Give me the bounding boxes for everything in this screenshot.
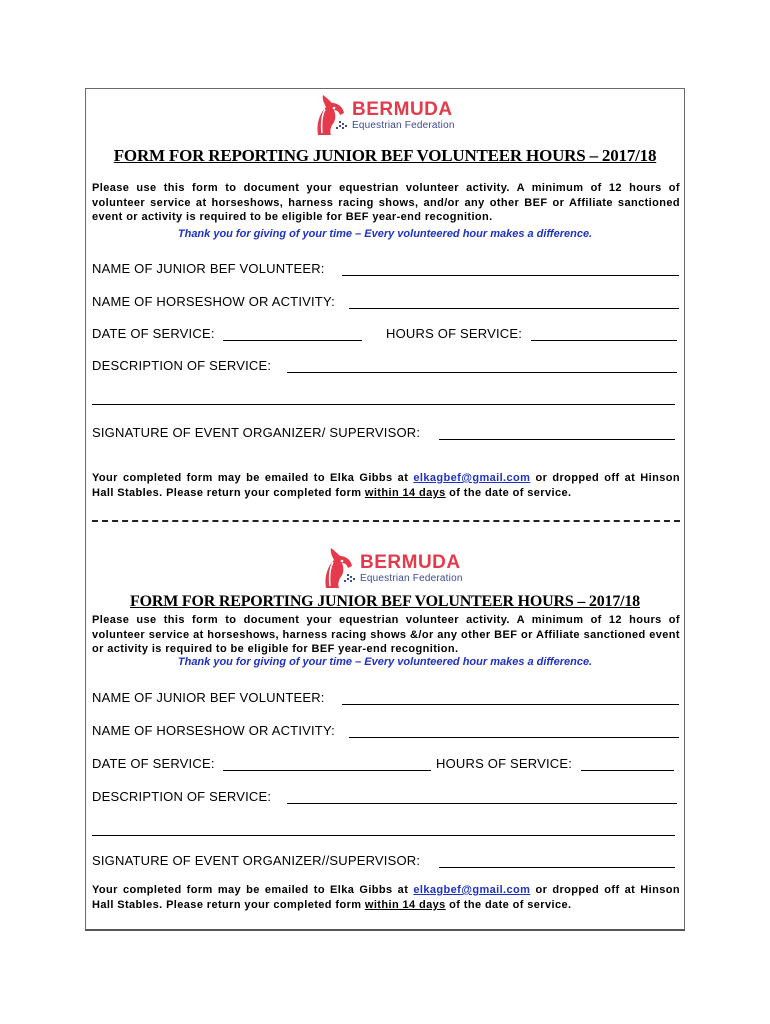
thanks-text: Thank you for giving of your time – Every volunteered hour makes a difference. xyxy=(177,228,593,240)
date-field[interactable] xyxy=(223,340,362,341)
hours-label-2: HOURS OF SERVICE: xyxy=(436,756,573,771)
volunteer-name-label-2: NAME OF JUNIOR BEF VOLUNTEER: xyxy=(92,690,325,705)
footer-suffix: of the date of service. xyxy=(445,899,572,911)
footer-suffix: of the date of service. xyxy=(445,487,572,499)
signature-field-2[interactable] xyxy=(439,867,675,868)
footer-deadline: within 14 days xyxy=(364,487,446,499)
cut-line xyxy=(92,520,680,522)
footer-prefix: Your completed form may be emailed to Elka Gibbs at xyxy=(92,884,414,896)
signature-field[interactable] xyxy=(439,439,675,440)
description-field-line-2b[interactable] xyxy=(92,835,675,836)
bef-logo-2 xyxy=(320,546,463,590)
hours-label: HOURS OF SERVICE: xyxy=(386,326,523,341)
email-link[interactable]: elkagbef@gmail.com xyxy=(413,472,531,484)
description-label-2: DESCRIPTION OF SERVICE: xyxy=(92,789,272,804)
intro-text-2: Please use this form to document your equestrian volunteer activity. A minimum of 12 hours of volunteer service at horseshows, harness racing shows &/or any other BEF or Affiliate sanctioned event or activity is required to be eligible for BEF year-end recognition. xyxy=(92,614,680,655)
hours-field-2[interactable] xyxy=(581,770,674,771)
description-field[interactable] xyxy=(287,372,677,373)
bef-logo xyxy=(312,93,455,137)
hours-field[interactable] xyxy=(531,340,677,341)
logo-subtitle: Equestrian Federation xyxy=(352,119,455,131)
signature-label: SIGNATURE OF EVENT ORGANIZER/ SUPERVISOR: xyxy=(92,425,421,440)
footer-mid: or dropped off at Hinson Hall Stables. Please return your completed form xyxy=(92,472,680,499)
volunteer-name-field[interactable] xyxy=(342,275,679,276)
description-field-line-2[interactable] xyxy=(92,404,675,405)
thanks-text-2: Thank you for giving of your time – Every volunteered hour makes a difference. xyxy=(177,656,593,668)
form-title: FORM FOR REPORTING JUNIOR BEF VOLUNTEER HOURS – 2017/18 xyxy=(113,146,657,165)
horse-head-icon xyxy=(312,93,348,137)
description-field-2[interactable] xyxy=(287,803,677,804)
email-link-2[interactable]: elkagbef@gmail.com xyxy=(413,884,531,896)
footer-text xyxy=(92,471,680,501)
footer-deadline: within 14 days xyxy=(364,899,446,911)
activity-label: NAME OF HORSESHOW OR ACTIVITY: xyxy=(92,294,335,309)
date-field-2[interactable] xyxy=(223,770,431,771)
logo-brand: BERMUDA xyxy=(352,98,453,120)
volunteer-name-field-2[interactable] xyxy=(342,704,679,705)
activity-field-2[interactable] xyxy=(349,737,679,738)
description-label: DESCRIPTION OF SERVICE: xyxy=(92,358,272,373)
date-label-2: DATE OF SERVICE: xyxy=(92,756,215,771)
footer-mid: or dropped off at Hinson Hall Stables. Please return your completed form xyxy=(92,884,680,911)
activity-field[interactable] xyxy=(349,308,679,309)
logo-brand: BERMUDA xyxy=(360,551,461,573)
date-label: DATE OF SERVICE: xyxy=(92,326,215,341)
intro-text: Please use this form to document your equestrian volunteer activity. A minimum of 12 hours of volunteer service at horseshows, harness racing shows, and/or any other BEF or Affiliate sanctioned event or activity is required to be eligible for BEF year-end recognition. xyxy=(92,182,680,223)
logo-subtitle: Equestrian Federation xyxy=(360,572,463,584)
volunteer-name-label: NAME OF JUNIOR BEF VOLUNTEER: xyxy=(92,261,325,276)
footer-text-2 xyxy=(92,883,680,913)
horse-head-icon xyxy=(320,546,356,590)
form-title-2: FORM FOR REPORTING JUNIOR BEF VOLUNTEER HOURS – 2017/18 xyxy=(130,593,640,610)
signature-label-2: SIGNATURE OF EVENT ORGANIZER//SUPERVISOR: xyxy=(92,853,421,868)
footer-prefix: Your completed form may be emailed to Elka Gibbs at xyxy=(92,472,414,484)
activity-label-2: NAME OF HORSESHOW OR ACTIVITY: xyxy=(92,723,335,738)
